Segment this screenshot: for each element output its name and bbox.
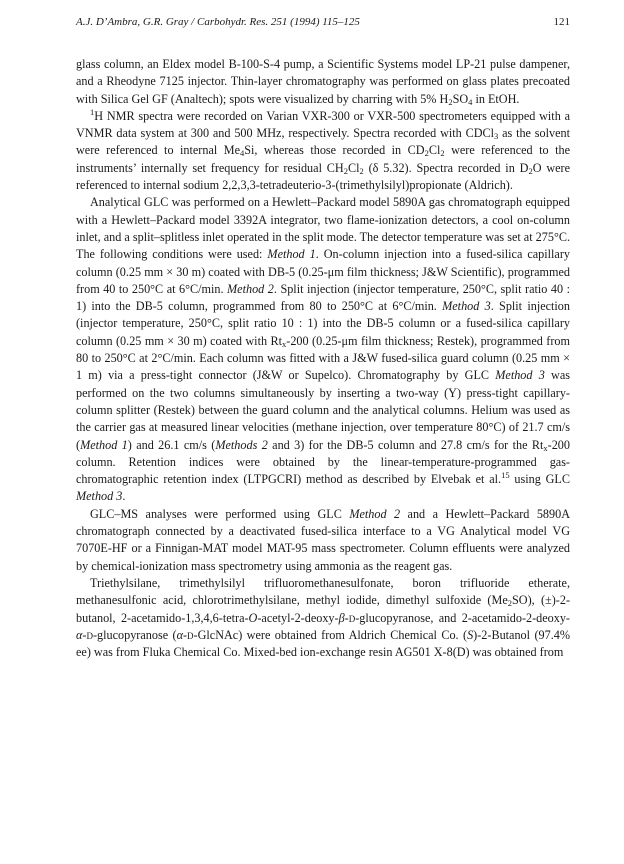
paragraph-glc: Analytical GLC was performed on a Hewlett–Packard model 5890A gas chromatograph equipped with a Hewlett–Packard model 3392A integrator, two flame-ionization detectors, a cool on-column inlet, and a split–splitless inlet operated in the split mode. The detector temperature was set at 275°C. The following conditions were used: Method 1. On-column injection into a fused-silica capillary column (0.25 mm × 30 m) coated with DB-5 (0.25-μm film thickness; J&W Scientific), programmed from 40 to 250°C at 6°C/min. Method 2. Split injection (injector temperature, 250°C, split ratio 40 : 1) into the DB-5 column, programmed from 80 to 250°C at 6°C/min. Method 3. Split injection (injector temperature, 250°C, split ratio 10 : 1) into the DB-5 column or a fused-silica capillary column (0.25 mm × 30 m) coated with $Rt_x-200$ (0.25-μm film thickness; Restek), programmed from 80 to 250°C at 2°C/min. Each column was fitted with a J&W fused-silica guard column (0.25 mm × 1 m) via a press-tight connector (J&W or Supelco). Chromatography by GLC Method 3 was performed on the two columns simultaneously by inserting a two-way (Y) press-tight capillary-column splitter (Restek) between the guard column and the analytical columns. Helium was used as the carrier gas at measured linear velocities (methane injection, over temperature 80°C) of 21.7 cm/s (Method 1) and 26.1 cm/s (Methods 2 and 3) for the DB-5 column and 27.8 cm/s for the $Rt_x-200$ column. Retention indices were obtained by the linear-temperature-programmed gas-chromatographic retention index (LTPGCRI) method as described by Elvebak et al.$^{15}$ using GLC Method 3. — [76, 195, 570, 504]
paragraph-glc-ms: GLC–MS analyses were performed using GLC Method 2 and a Hewlett–Packard 5890A chromatograph connected by a deactivated fused-silica interface to a VG Analytical model VG 7070E-HF or a Finnigan-MAT model MAT-95 mass spectrometer. Column effluents were analyzed by chemical-ionization mass spectrometry using ammonia as the reagent gas. — [76, 506, 571, 573]
paragraph-reagents: Triethylsilane, trimethylsilyl trifluoromethanesulfonate, boron trifluoride etherate, methanesulfonic acid, chlorotrimethylsilane, methyl iodide, dimethyl sulfoxide $(Me_2SO)$, (±)-2-butanol, 2-acetamido-1,3,4,6-tetra-O-acetyl-2-deoxy-β-d-glucopyranose, and 2-acetamido-2-deoxy-α-d-glucopyranose (α-d-GlcNAc) were obtained from Aldrich Chemical Co. (S)-2-Butanol (97.4% ee) was from Fluka Chemical Co. Mixed-bed ion-exchange resin AG501 X-8(D) was obtained from — [76, 575, 571, 660]
paragraph-nmr: $^1$H NMR spectra were recorded on Varian VXR-300 or VXR-500 spectrometers equipped with a VNMR data system at 300 and 500 MHz, respectively. Spectra recorded with CDCl$_3$ as the solvent were referenced to internal $Me_4Si$, whereas those recorded in $CD_2Cl_2$ were referenced to the instruments’ internally set frequency for residual $CH_2Cl_2$ (δ 5.32). Spectra recorded in $D_2O$ were referenced to internal sodium 2,2,3,3-tetradeuterio-3-(trimethylsilyl)propionate (Aldrich). — [76, 106, 571, 193]
running-head: A.J. D’Ambra, G.R. Gray / Carbohydr. Res. 251 (1994) 115–125 — [76, 16, 360, 28]
running-header — [76, 14, 570, 30]
paragraph-hplc-tlc: glass column, an Eldex model B-100-S-4 pump, a Scientific Systems model LP-21 pulse dampener, and a Rheodyne 7125 injector. Thin-layer chromatography was performed on glass plates precoated with Silica Gel GF (Analtech); spots were visualized by charring with 5% $H_2SO_4$ in EtOH. — [76, 57, 570, 107]
page-number: 121 — [553, 16, 570, 28]
article-body — [76, 56, 570, 661]
